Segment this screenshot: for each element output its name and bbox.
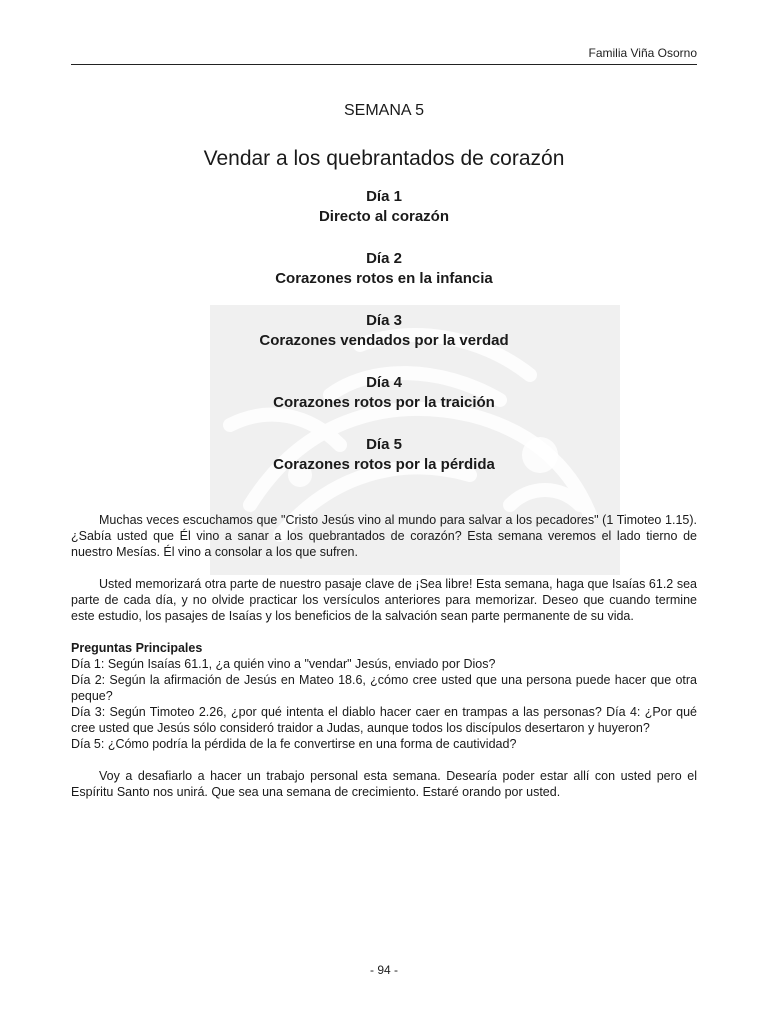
- memorize-paragraph: Usted memorizará otra parte de nuestro pasaje clave de ¡Sea libre! Esta semana, haga que Isaías 61.2 sea parte de cada día, y no olvide practicar los versículos anteriores para memorizar. Deseo que cuando termine este estudio, los pasajes de Isaías y los beneficios de la salvación sean parte permanente de su vida.: [71, 577, 697, 623]
- day-block-5: [71, 435, 697, 475]
- question-item: Día 3: Según Timoteo 2.26, ¿por qué intenta el diablo hacer caer en trampas a las personas? Día 4: ¿Por qué cree usted que Jesús sólo consideró traidor a Judas, aunque todos los discípulos desertaron y huyeron?: [71, 705, 697, 735]
- question-item: Día 1: Según Isaías 61.1, ¿a quién vino a "vendar" Jesús, enviado por Dios?: [71, 657, 496, 671]
- day-subtitle: Corazones rotos en la infancia: [275, 270, 493, 287]
- main-title: Vendar a los quebrantados de corazón: [203, 147, 565, 170]
- day-label: Día 5: [366, 436, 402, 453]
- day-block-3: [71, 311, 697, 351]
- day-block-4: [71, 373, 697, 413]
- day-subtitle: Corazones rotos por la pérdida: [273, 456, 495, 473]
- day-block-2: [71, 249, 697, 289]
- page-number: - 94 -: [369, 963, 398, 977]
- intro-paragraph: Muchas veces escuchamos que "Cristo Jesús vino al mundo para salvar a los pecadores" (1 Timoteo 1.15). ¿Sabía usted que Él vino a sanar a los quebrantados de corazón? Esta semana veremos el lado tierno de nuestro Mesías. Él vino a consolar a los que sufren.: [71, 513, 697, 559]
- day-label: Día 1: [366, 188, 402, 205]
- title-section: [71, 100, 697, 497]
- day-list: [71, 187, 697, 475]
- day-label: Día 4: [366, 374, 402, 391]
- page-header: [71, 44, 697, 65]
- day-subtitle: Corazones vendados por la verdad: [259, 332, 509, 349]
- day-block-1: [71, 187, 697, 227]
- question-item: Día 2: Según la afirmación de Jesús en Mateo 18.6, ¿cómo cree usted que una persona puede hacer que otra peque?: [71, 673, 697, 703]
- week-label: SEMANA 5: [343, 102, 425, 119]
- question-item: Día 5: ¿Cómo podría la pérdida de la fe convertirse en una forma de cautividad?: [71, 737, 517, 751]
- day-label: Día 3: [366, 312, 402, 329]
- day-subtitle: Corazones rotos por la traición: [273, 394, 495, 411]
- closing-paragraph: Voy a desafiarlo a hacer un trabajo personal esta semana. Desearía poder estar allí con usted pero el Espíritu Santo nos unirá. Que sea una semana de crecimiento. Estaré orando por usted.: [71, 769, 697, 799]
- header-text: Familia Viña Osorno: [588, 46, 697, 60]
- day-label: Día 2: [366, 250, 402, 267]
- day-subtitle: Directo al corazón: [318, 208, 450, 225]
- questions-heading: Preguntas Principales: [71, 641, 203, 655]
- body-text: [71, 512, 697, 816]
- questions-list: [71, 656, 697, 752]
